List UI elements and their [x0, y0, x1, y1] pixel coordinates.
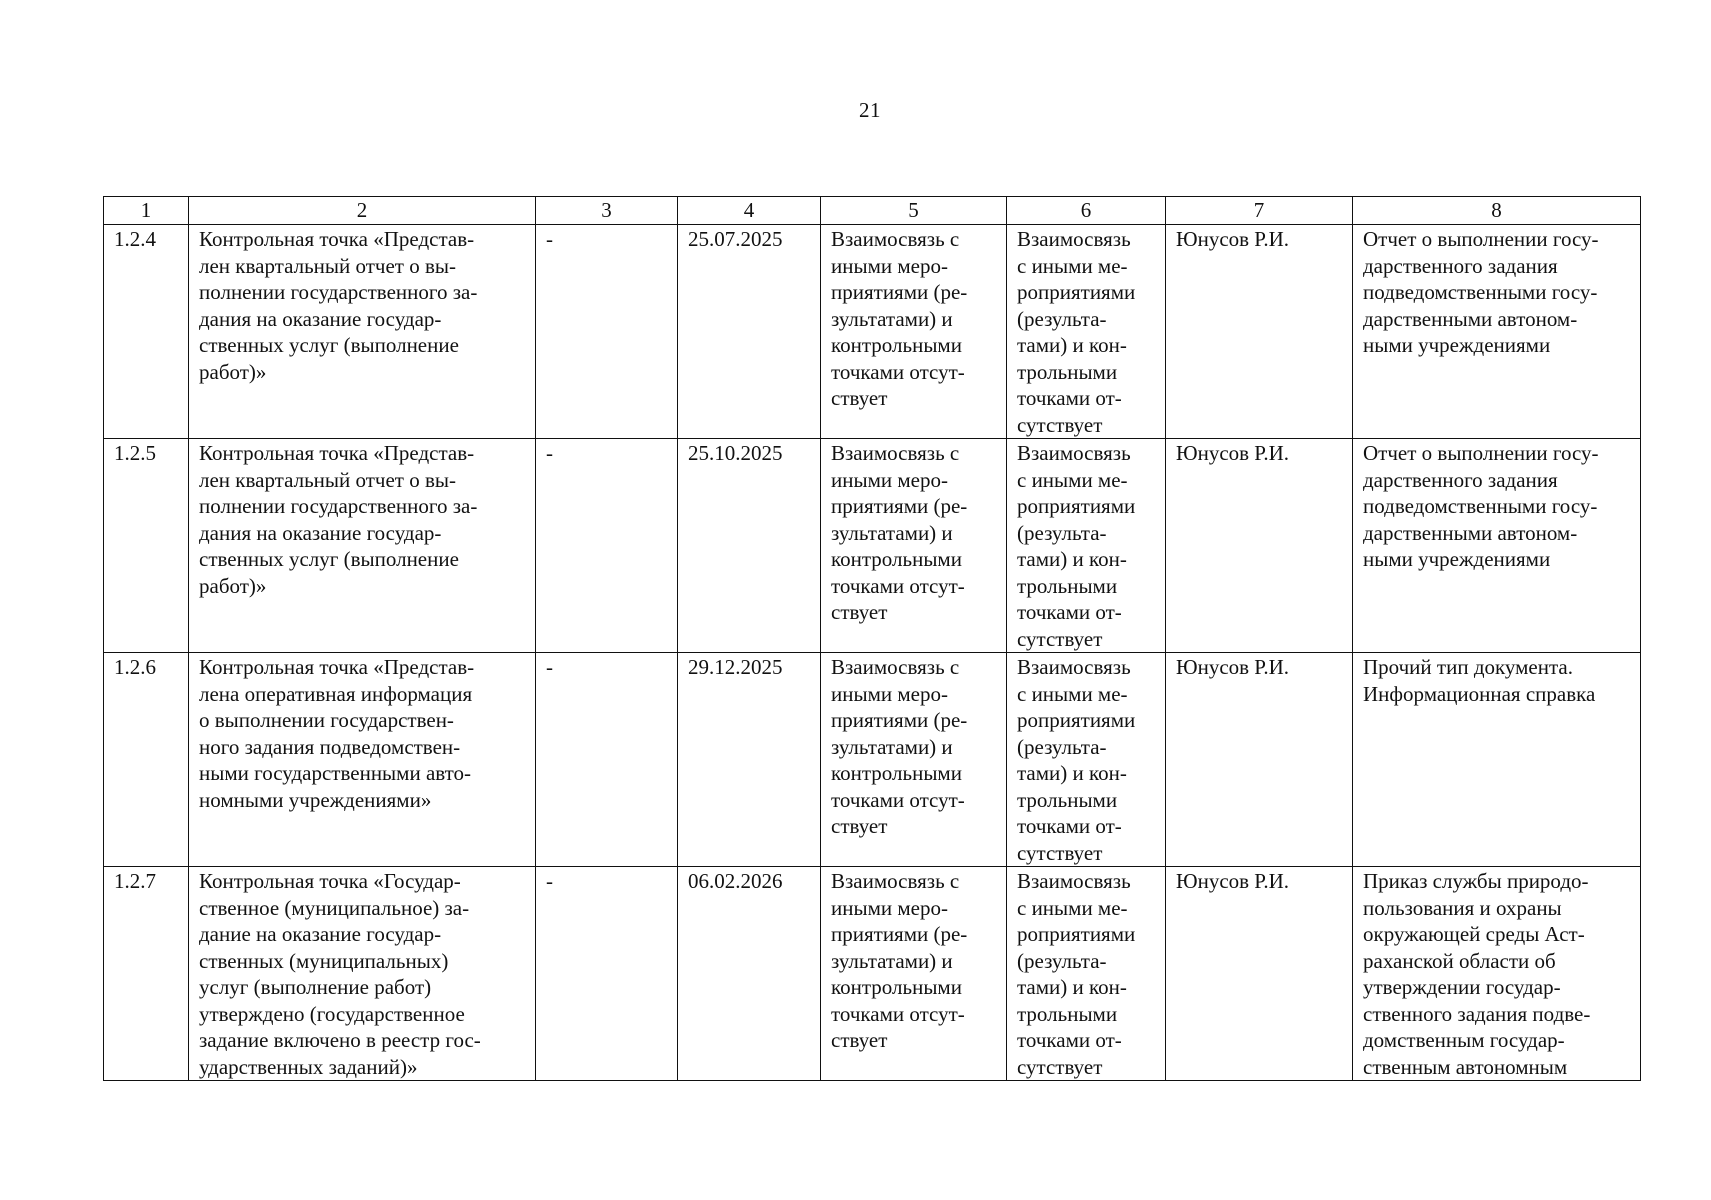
cell-text-line: сутствует [1017, 626, 1103, 651]
table-header-row [104, 197, 1641, 225]
cell-text-line: зультатами) и [831, 306, 953, 331]
cell-date: 29.12.2025 [678, 653, 821, 867]
cell-text-line: зультатами) и [831, 948, 953, 973]
cell-text-line: Взаимосвязь [1017, 441, 1131, 465]
cell-text-line: ными учреждениями [1363, 333, 1551, 357]
cell-text-line: Взаимосвязь с [831, 655, 960, 679]
cell-text-line: раханской области об [1363, 948, 1556, 973]
cell-text-line: контрольными [831, 547, 962, 571]
cell-text-line: контрольными [831, 761, 962, 785]
cell-text-line: дания на оказание государ- [199, 520, 442, 545]
cell-link-activities [821, 867, 1007, 1081]
cell-text-line: точками от- [1017, 814, 1122, 838]
cell-text-line: приятиями (ре- [831, 494, 968, 518]
cell-text-line: роприятиями [1017, 708, 1136, 732]
cell-text-line: иными меро- [831, 681, 948, 706]
column-header: 2 [189, 197, 536, 225]
cell-text-line: ными учреждениями [1363, 547, 1551, 571]
cell-text-line: пользования и охраны [1363, 895, 1562, 920]
cell-text-line: Взаимосвязь [1017, 869, 1131, 893]
cell-text-line: иными меро- [831, 467, 948, 492]
cell-responsible: Юнусов Р.И. [1166, 225, 1353, 439]
cell-text-line: зультатами) и [831, 734, 953, 759]
cell-text-line: задание включено в реестр гос- [199, 1028, 481, 1052]
cell-link-activities [821, 653, 1007, 867]
cell-document [1353, 439, 1641, 653]
column-header: 1 [104, 197, 189, 225]
cell-text-line: зультатами) и [831, 520, 953, 545]
cell-text-line: лен квартальный отчет о вы- [199, 467, 456, 492]
cell-text-line: Контрольная точка «Представ- [199, 227, 475, 251]
column-header: 7 [1166, 197, 1353, 225]
cell-text-line: утверждении государ- [1363, 975, 1561, 999]
cell-document [1353, 653, 1641, 867]
cell-text-line: дарственного задания [1363, 467, 1558, 492]
column-header: 4 [678, 197, 821, 225]
cell-responsible: Юнусов Р.И. [1166, 867, 1353, 1081]
cell-text-line: точками отсут- [831, 573, 965, 598]
cell-text-line: роприятиями [1017, 922, 1136, 946]
cell-date: 25.07.2025 [678, 225, 821, 439]
column-header: 6 [1007, 197, 1166, 225]
cell-text-line: иными меро- [831, 895, 948, 920]
cell-text-line: иными меро- [831, 253, 948, 278]
cell-text-line: Информационная справка [1363, 681, 1596, 706]
cell-text-line: Отчет о выполнении госу- [1363, 441, 1599, 465]
cell-control-point-name [189, 653, 536, 867]
cell-text-line: Приказ службы природо- [1363, 869, 1589, 893]
cell-link-results [1007, 225, 1166, 439]
cell-text-line: Контрольная точка «Государ- [199, 869, 461, 893]
cell-text-line: утверждено (государственное [199, 1001, 465, 1026]
cell-number: 1.2.6 [104, 653, 189, 867]
cell-text-line: (результа- [1017, 306, 1107, 331]
cell-text-line: ственных услуг (выполнение [199, 333, 459, 357]
cell-text-line: приятиями (ре- [831, 922, 968, 946]
cell-text-line: точками отсут- [831, 1001, 965, 1026]
cell-text-line: роприятиями [1017, 494, 1136, 518]
cell-text-line: точками от- [1017, 386, 1122, 410]
cell-number: 1.2.4 [104, 225, 189, 439]
cell-column-3: - [536, 867, 678, 1081]
cell-text-line: ствует [831, 1028, 888, 1052]
cell-column-3: - [536, 653, 678, 867]
cell-responsible: Юнусов Р.И. [1166, 653, 1353, 867]
cell-text-line: работ)» [199, 573, 267, 598]
cell-text-line: полнении государственного за- [199, 494, 478, 518]
cell-text-line: ными государственными авто- [199, 761, 472, 785]
cell-text-line: (результа- [1017, 948, 1107, 973]
cell-text-line: подведомственными госу- [1363, 494, 1598, 518]
cell-text-line: дарственными автоном- [1363, 306, 1578, 331]
cell-text-line: ного задания подведомствен- [199, 734, 461, 759]
cell-link-results [1007, 867, 1166, 1081]
control-points-table [103, 196, 1641, 1081]
cell-text-line: ственное (муниципальное) за- [199, 895, 470, 920]
table-row [104, 225, 1641, 439]
cell-text-line: Прочий тип документа. [1363, 655, 1573, 679]
cell-text-line: точками отсут- [831, 359, 965, 384]
cell-column-3: - [536, 439, 678, 653]
cell-text-line: Взаимосвязь [1017, 655, 1131, 679]
cell-text-line: ствует [831, 814, 888, 838]
cell-text-line: контрольными [831, 333, 962, 357]
cell-text-line: сутствует [1017, 412, 1103, 437]
cell-text-line: роприятиями [1017, 280, 1136, 304]
cell-text-line: Контрольная точка «Представ- [199, 441, 475, 465]
cell-text-line: трольными [1017, 359, 1118, 384]
cell-text-line: тами) и кон- [1017, 547, 1127, 571]
cell-text-line: дания на оказание государ- [199, 306, 442, 331]
cell-text-line: подведомственными госу- [1363, 280, 1598, 304]
cell-text-line: лена оперативная информация [199, 681, 473, 706]
cell-text-line: тами) и кон- [1017, 333, 1127, 357]
cell-text-line: с иными ме- [1017, 467, 1128, 492]
cell-text-line: точками от- [1017, 1028, 1122, 1052]
table-row [104, 867, 1641, 1081]
cell-text-line: приятиями (ре- [831, 280, 968, 304]
cell-text-line: трольными [1017, 787, 1118, 812]
cell-text-line: тами) и кон- [1017, 761, 1127, 785]
table-row [104, 439, 1641, 653]
column-header: 8 [1353, 197, 1641, 225]
cell-text-line: ударственных заданий)» [199, 1054, 418, 1079]
cell-text-line: окружающей среды Аст- [1363, 922, 1585, 946]
cell-text-line: тами) и кон- [1017, 975, 1127, 999]
cell-text-line: Взаимосвязь с [831, 441, 960, 465]
cell-number: 1.2.7 [104, 867, 189, 1081]
cell-text-line: с иными ме- [1017, 253, 1128, 278]
cell-text-line: ственных (муниципальных) [199, 948, 449, 973]
cell-text-line: домственным государ- [1363, 1028, 1565, 1052]
cell-text-line: трольными [1017, 573, 1118, 598]
cell-date: 25.10.2025 [678, 439, 821, 653]
cell-text-line: Взаимосвязь [1017, 227, 1131, 251]
cell-control-point-name [189, 867, 536, 1081]
cell-text-line: приятиями (ре- [831, 708, 968, 732]
cell-text-line: ствует [831, 386, 888, 410]
cell-text-line: ственных услуг (выполнение [199, 547, 459, 571]
cell-number: 1.2.5 [104, 439, 189, 653]
cell-text-line: трольными [1017, 1001, 1118, 1026]
cell-text-line: Взаимосвязь с [831, 869, 960, 893]
cell-text-line: с иными ме- [1017, 895, 1128, 920]
cell-link-activities [821, 439, 1007, 653]
page-number: 21 [859, 98, 881, 122]
cell-text-line: номными учреждениями» [199, 787, 432, 812]
cell-link-results [1007, 439, 1166, 653]
cell-text-line: (результа- [1017, 734, 1107, 759]
cell-text-line: дарственного задания [1363, 253, 1558, 278]
cell-text-line: с иными ме- [1017, 681, 1128, 706]
cell-text-line: сутствует [1017, 840, 1103, 865]
cell-text-line: дание на оказание государ- [199, 922, 442, 946]
cell-link-results [1007, 653, 1166, 867]
cell-document [1353, 867, 1641, 1081]
cell-text-line: сутствует [1017, 1054, 1103, 1079]
cell-text-line: лен квартальный отчет о вы- [199, 253, 456, 278]
cell-text-line: Отчет о выполнении госу- [1363, 227, 1599, 251]
cell-text-line: ствует [831, 600, 888, 624]
cell-text-line: полнении государственного за- [199, 280, 478, 304]
cell-control-point-name [189, 225, 536, 439]
cell-text-line: контрольными [831, 975, 962, 999]
cell-text-line: услуг (выполнение работ) [199, 975, 432, 999]
cell-document [1353, 225, 1641, 439]
cell-link-activities [821, 225, 1007, 439]
cell-text-line: дарственными автоном- [1363, 520, 1578, 545]
column-header: 3 [536, 197, 678, 225]
cell-text-line: о выполнении государствен- [199, 708, 454, 732]
cell-text-line: работ)» [199, 359, 267, 384]
cell-text-line: Взаимосвязь с [831, 227, 960, 251]
cell-column-3: - [536, 225, 678, 439]
cell-text-line: точками отсут- [831, 787, 965, 812]
cell-control-point-name [189, 439, 536, 653]
cell-text-line: ственным автономным [1363, 1054, 1568, 1079]
column-header: 5 [821, 197, 1007, 225]
cell-text-line: (результа- [1017, 520, 1107, 545]
cell-date: 06.02.2026 [678, 867, 821, 1081]
table-row [104, 653, 1641, 867]
cell-text-line: ственного задания подве- [1363, 1001, 1591, 1026]
cell-text-line: Контрольная точка «Представ- [199, 655, 475, 679]
cell-text-line: точками от- [1017, 600, 1122, 624]
cell-responsible: Юнусов Р.И. [1166, 439, 1353, 653]
